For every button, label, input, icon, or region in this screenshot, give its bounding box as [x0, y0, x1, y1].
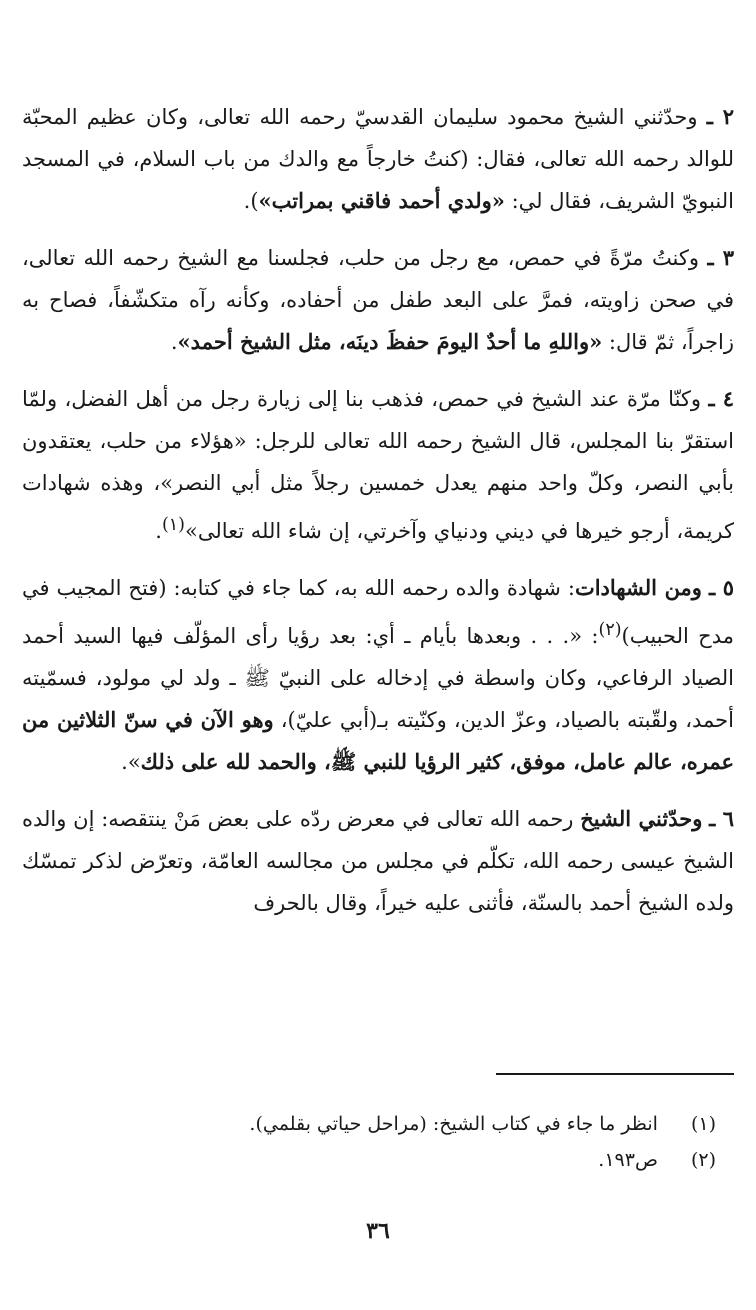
footnote-2 — [56, 1142, 716, 1178]
paragraph-tail: ». — [121, 750, 141, 774]
paragraph-tail: . — [170, 330, 178, 354]
quote-bold: «ولدي أحمد فاقني بمراتب» — [258, 188, 505, 213]
paragraph-text: رحمه الله تعالى في معرض ردّه على بعض مَنْ ينتقصه: إن والده الشيخ عيسى رحمه الله، تكلّم في مجلس من مجالسه العامّة، وتعرّض لذكر تمسّك ولده الشيخ أحمد بالسنّة، فأثنى عليه خيراً، وقال بالحرف — [22, 807, 734, 915]
paragraph-lead: وحدّثني الشيخ — [580, 806, 703, 831]
footnote-text: ص١٩٣. — [598, 1149, 658, 1171]
footnotes — [56, 1106, 716, 1178]
paragraph-4 — [22, 378, 734, 552]
footnote-ref-2[interactable]: (٢) — [598, 620, 622, 640]
paragraph-text: : شهادة والده رحمه الله به، كما جاء في كتابه: (فتح المجيب في مدح الحبيب) — [22, 576, 734, 648]
paragraph-2 — [22, 96, 734, 222]
quote-bold: «واللهِ ما أحدٌ اليومَ حفظَ دينَه، مثل الشيخ أحمد» — [177, 329, 603, 354]
paragraph-text: وحدّثني الشيخ محمود سليمان القدسيّ رحمه الله تعالى، وكان عظيم المحبّة للوالد رحمه الله تعالى، فقال: (كنتُ خارجاً مع والدك من باب السلام، في المسجد النبويّ الشريف، فقال لي: — [22, 105, 734, 213]
paragraph-tail: . — [155, 519, 162, 543]
footnote-text: انظر ما جاء في كتاب الشيخ: (مراحل حياتي بقلمي). — [249, 1113, 658, 1135]
paragraph-number: ٤ ـ — [708, 386, 734, 411]
paragraph-text: وكنّا مرّة عند الشيخ في حمص، فذهب بنا إلى زيارة رجل من أهل الفضل، ولمّا استقرّ بنا المجلس، قال الشيخ رحمه الله تعالى للرجل: «هؤلاء من حلب، يعتقدون بأبي النصر، وكلّ واحد منهم يعدل خمسين رجلاً مثل أبي النصر»، وهذه شهادات كريمة، أرجو خيرها في ديني ودنياي وآخرتي، إن شاء الله تعالى» — [22, 387, 734, 543]
footnote-number: (١) — [690, 1113, 716, 1135]
footnote-separator — [496, 1073, 734, 1075]
paragraph-tail: ). — [243, 189, 259, 213]
page-body — [22, 96, 734, 939]
paragraph-number: ٥ ـ — [708, 575, 734, 600]
paragraph-3 — [22, 237, 734, 363]
paragraph-6 — [22, 798, 734, 924]
paragraph-number: ٣ ـ — [707, 245, 734, 270]
paragraph-lead: ومن الشهادات — [574, 575, 702, 600]
paragraph-5 — [22, 567, 734, 783]
paragraph-text-continued: : «. . . وبعدها بأيام ـ أي: بعد رؤيا رأى المؤلّف فيها السيد أحمد الصياد الرفاعي، وكان واسطة في إدخاله على النبيّ ﷺ ـ ولد لي مولود، فسمّيته أحمد، ولقّبته بالصياد، وعزّ الدين، وكنّيته بـ(أبي عليّ)، — [22, 624, 734, 732]
quote-bold: وهو الآن في سنّ الثلاثين من عمره، عالم عامل، موفق، كثير الرؤيا للنبي ﷺ، والحمد لله على ذلك — [22, 707, 734, 774]
paragraph-number: ٢ ـ — [706, 104, 734, 129]
paragraph-number: ٦ ـ — [709, 806, 734, 831]
footnote-1 — [56, 1106, 716, 1142]
footnote-number: (٢) — [690, 1149, 716, 1171]
footnote-ref-1[interactable]: (١) — [161, 515, 185, 535]
paragraph-text: وكنتُ مرّةً في حمص، مع رجل من حلب، فجلسنا مع الشيخ رحمه الله تعالى، في صحن زاويته، فمرَّ على البعد طفل من أحفاده، وكأنه رآه متكشّفاً، فصاح به زاجراً، ثمّ قال: — [22, 246, 734, 354]
page-number: ٣٦ — [366, 1218, 390, 1244]
